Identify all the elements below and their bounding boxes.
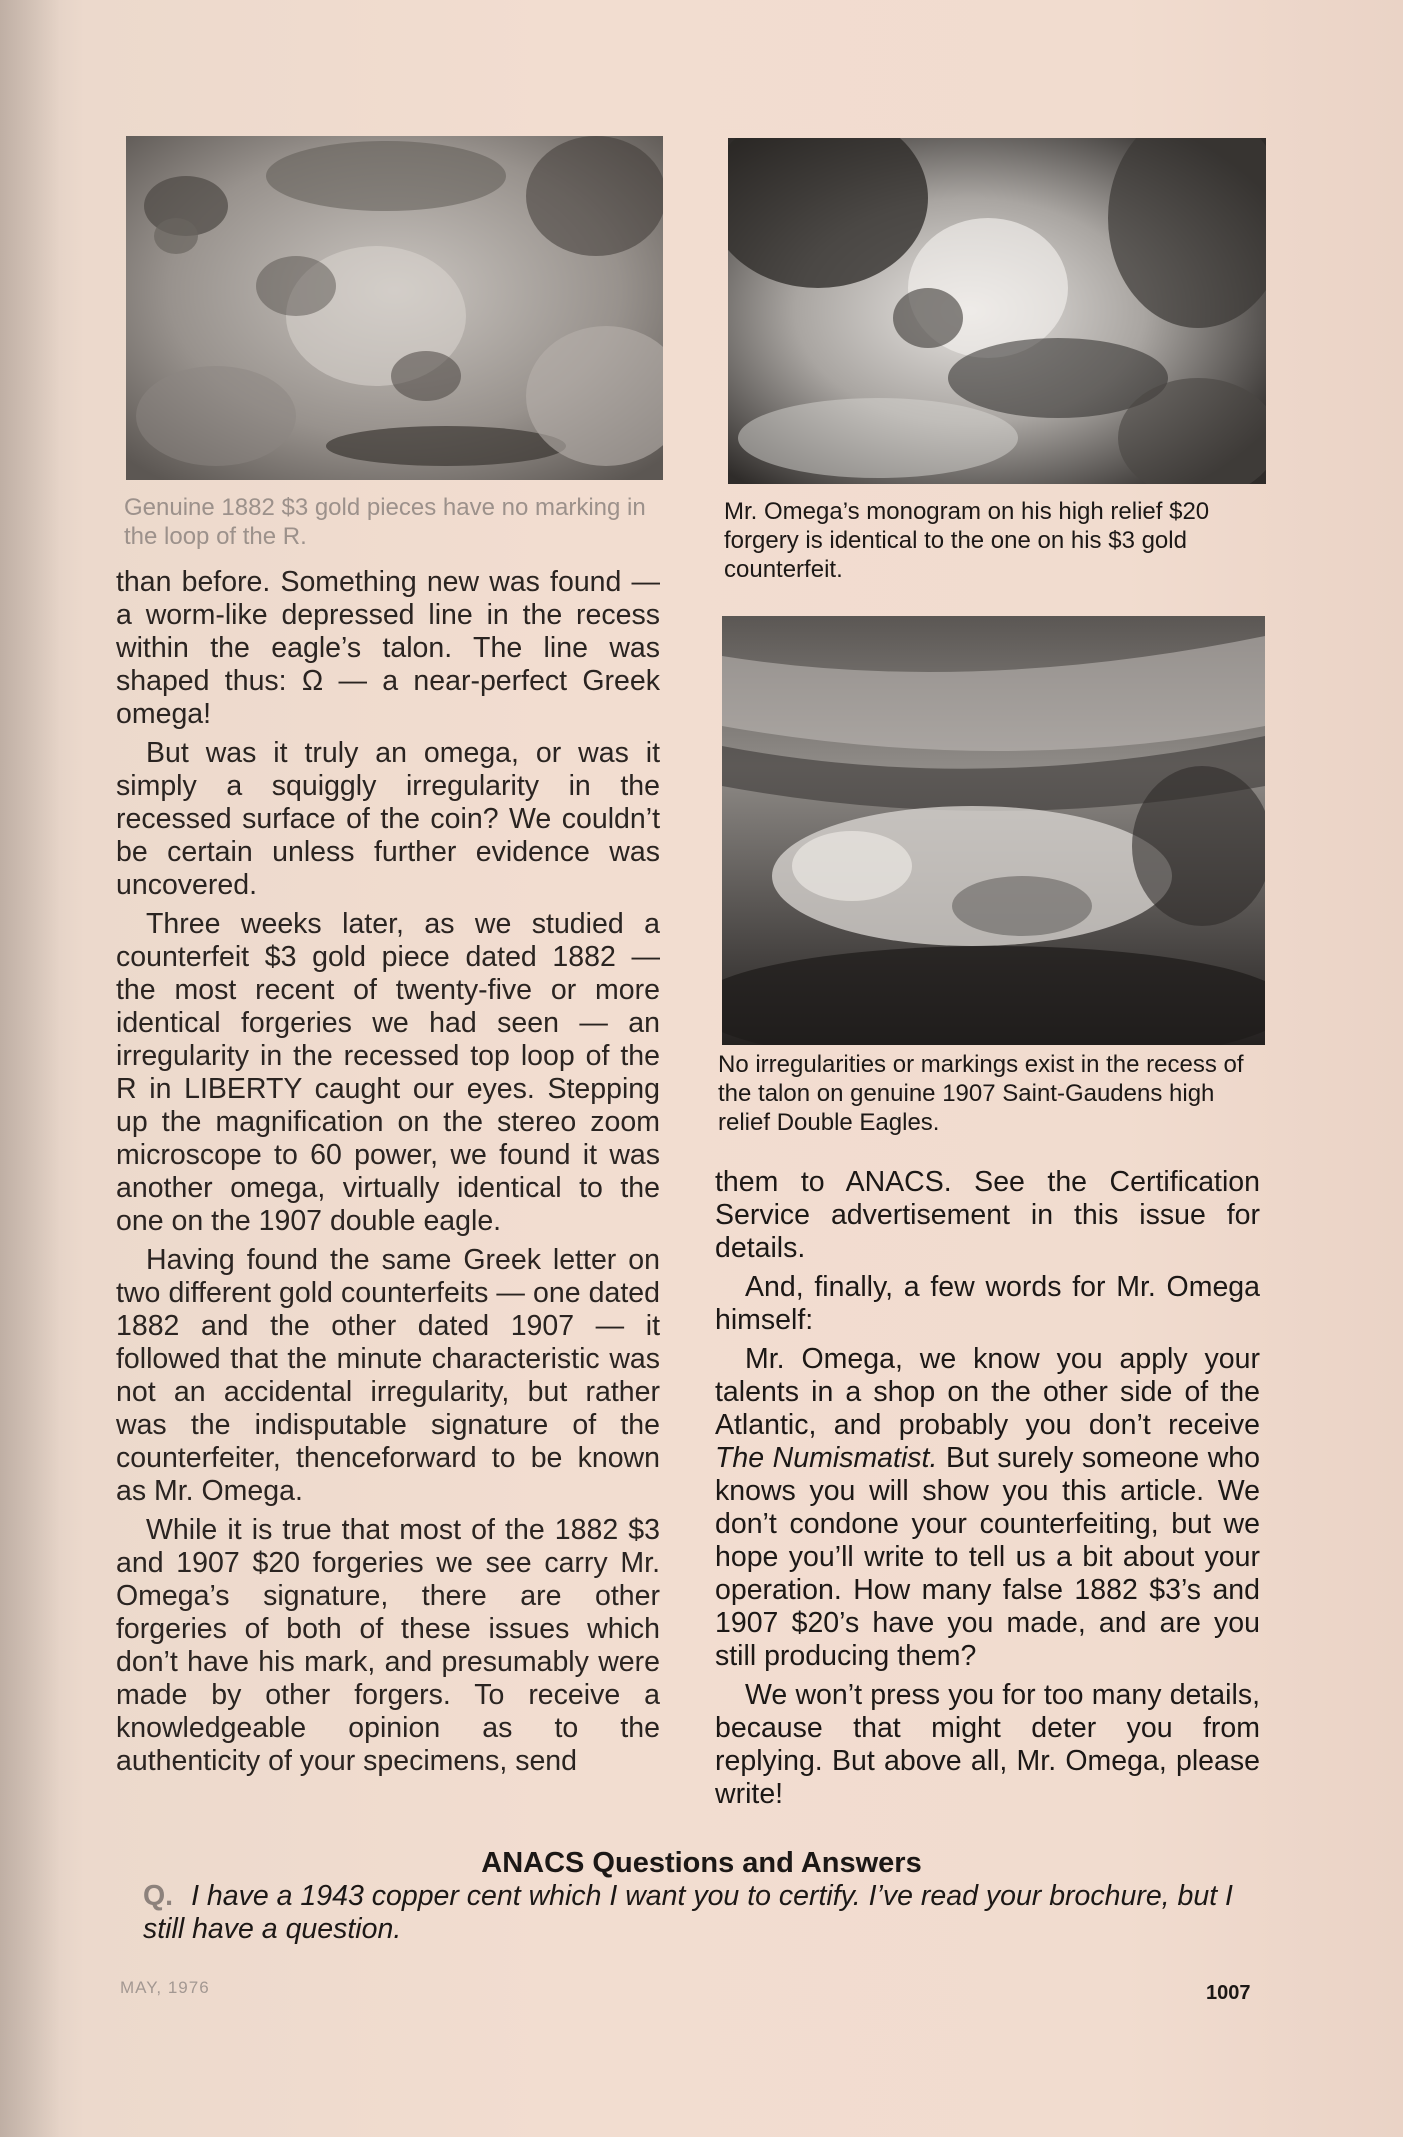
photo2-caption xyxy=(724,497,1269,584)
right-column xyxy=(715,1166,1260,1817)
photo-omega-monogram-20 xyxy=(728,138,1266,484)
photo1-caption-text: Genuine 1882 $3 gold pieces have no marking in the loop of the R. xyxy=(124,494,646,550)
photo1-caption xyxy=(124,493,669,551)
photo2-caption-text: Mr. Omega’s monogram on his high relief $20 forgery is identical to the one on his $3 gold counterfeit. xyxy=(724,498,1210,583)
right-paragraph-1: them to ANACS. See the Certification Service advertisement in this issue for details. xyxy=(715,1166,1260,1264)
photo3-caption xyxy=(718,1050,1266,1137)
right-paragraph-3-start: Mr. Omega, we know you apply your talents in a shop on the other side of the Atlantic, and probably you don’t receive xyxy=(715,1343,1260,1441)
qa-question xyxy=(143,1880,1263,1946)
magazine-title: The Numismatist. xyxy=(715,1442,938,1474)
left-paragraph-2: But was it truly an omega, or was it simply a squiggly irregularity in the recessed surface of the coin? We couldn’t be certain unless further evidence was uncovered. xyxy=(116,737,660,901)
right-paragraph-3-end: But surely someone who knows you will show you this article. We don’t condone your counterfeiting, but we hope you’ll write to tell us a bit about your operation. How many false 1882 $3’s and 1907 $20’s have you made, and are you still producing them? xyxy=(715,1442,1260,1672)
qa-question-text: I have a 1943 copper cent which I want you to certify. I’ve read your brochure, but I still have a question. xyxy=(143,1880,1233,1945)
qa-heading: ANACS Questions and Answers xyxy=(481,1847,922,1879)
right-paragraph-2: And, finally, a few words for Mr. Omega himself: xyxy=(715,1271,1260,1336)
left-paragraph-1: than before. Something new was found — a worm-like depressed line in the recess within the eagle’s talon. The line was shaped thus: Ω — a near-perfect Greek omega! xyxy=(116,566,660,730)
left-paragraph-4: Having found the same Greek letter on two different gold counterfeits — one dated 1882 and the other dated 1907 — it followed that the minute characteristic was not an accidental irregularity, but rather was the indisputable signature of the counterfeiter, thenceforward to be known as Mr. Omega. xyxy=(116,1244,660,1507)
photo-genuine-1907-talon xyxy=(722,616,1265,1045)
right-paragraph-4: We won’t press you for too many details, because that might deter you from replying. But above all, Mr. Omega, please write! xyxy=(715,1679,1260,1810)
photo-genuine-1882-r-loop xyxy=(126,136,663,480)
photo3-caption-text: No irregularities or markings exist in the recess of the talon on genuine 1907 Saint-Gaudens high relief Double Eagles. xyxy=(718,1051,1244,1136)
left-column xyxy=(116,566,660,1784)
page-number: 1007 xyxy=(1206,1982,1251,2004)
left-paragraph-5: While it is true that most of the 1882 $3 and 1907 $20 forgeries we see carry Mr. Omega’s signature, there are other forgeries of both of these issues which don’t have his mark, and presumably were made by other forgers. To receive a knowledgeable opinion as to the authenticity of your specimens, send xyxy=(116,1514,660,1777)
footer-date: MAY, 1976 xyxy=(120,1978,210,1997)
left-paragraph-3: Three weeks later, as we studied a counterfeit $3 gold piece dated 1882 — the most recent of twenty-five or more identical forgeries we had seen — an irregularity in the recessed top loop of the R in LIBERTY caught our eyes. Stepping up the magnification on the stereo zoom microscope to 60 power, we found it was another omega, virtually identical to the one on the 1907 double eagle. xyxy=(116,908,660,1237)
qa-q-label: Q. xyxy=(143,1880,174,1912)
page-edge-shadow xyxy=(0,0,60,2137)
right-paragraph-3 xyxy=(715,1343,1260,1673)
